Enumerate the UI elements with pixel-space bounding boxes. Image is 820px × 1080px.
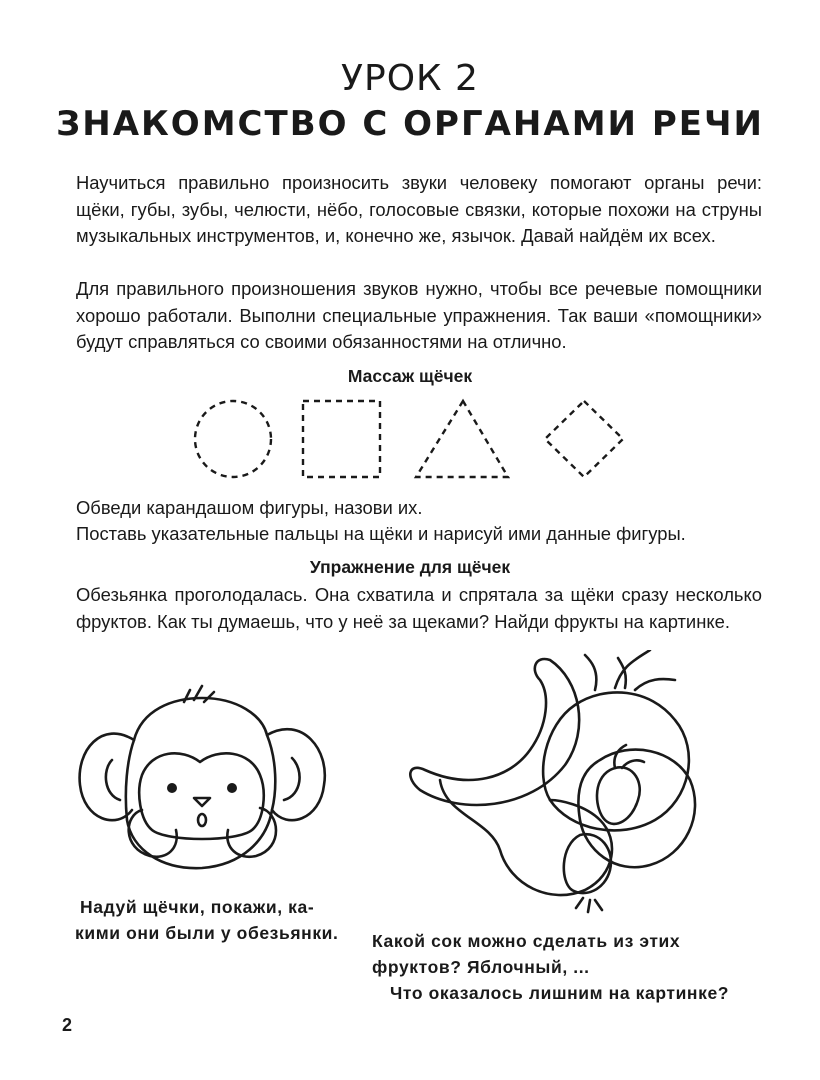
monkey-mouth	[198, 814, 206, 826]
fruits-illustration	[400, 650, 730, 930]
intro-paragraph-2: Для правильного произношения звуков нужно, чтобы все речевые помощники хорошо работали. Выполни специальные упражнения. Так ваши «помощники» будут справляться со своими обязанностями на отлично.	[76, 278, 762, 352]
apple-icon	[578, 750, 695, 868]
monkey-head	[126, 698, 275, 868]
berry-icon	[564, 834, 611, 893]
intro-paragraph-1: Научиться правильно произносить звуки человеку помогают органы речи: щёки, губы, зубы, челюсти, нёбо, голосовые связки, которые похожи на струны музыкальных инструментов, и, конечно же, язычок. Давай найдём их всех.	[76, 172, 762, 246]
circle-icon	[195, 401, 271, 477]
fruit-caption-line-2: фруктов? Яблочный, ...	[372, 957, 590, 977]
berry-roots	[576, 898, 602, 912]
exercise-heading: Упражнение для щёчек	[309, 557, 511, 577]
lesson-title: ЗНАКОМСТВО С ОРГАНАМИ РЕЧИ	[56, 104, 764, 144]
monkey-caption-line-1: Надуй щёчки, покажи, ка-	[80, 897, 315, 917]
fruit-caption-line-1: Какой сок можно сделать из этих	[372, 931, 681, 951]
lesson-number: УРОК 2	[341, 58, 479, 99]
exercise-text: Обезьянка проголодалась. Она схватила и спрятала за щёки сразу несколько фруктов. Как ты думаешь, что у неё за щеками? Найди фрукты на картинке.	[76, 584, 762, 632]
fruit-caption-line-3: Что оказалось лишним на картинке?	[390, 983, 730, 1003]
pineapple-leaves	[585, 650, 675, 690]
triangle-icon	[416, 401, 508, 477]
monkey-left-cheek	[129, 810, 177, 857]
monkey-caption-line-2: кими они были у обезьянки.	[75, 923, 339, 943]
dashed-shapes	[180, 395, 640, 485]
page-number: 2	[62, 1015, 73, 1035]
massage-heading: Массаж щёчек	[347, 366, 473, 386]
diamond-icon	[545, 401, 623, 477]
monkey-illustration	[72, 680, 332, 880]
massage-instruction-1: Обведи карандашом фигуры, назови их.	[76, 497, 423, 518]
monkey-nose	[194, 798, 210, 806]
monkey-right-eye	[227, 783, 237, 793]
monkey-left-eye	[167, 783, 177, 793]
banana-icon	[410, 659, 579, 805]
strawberry-icon	[597, 767, 640, 824]
massage-instruction-2: Поставь указательные пальцы на щёки и нарисуй ими данные фигуры.	[76, 523, 686, 544]
pineapple-icon	[543, 692, 689, 830]
square-icon	[303, 401, 380, 477]
